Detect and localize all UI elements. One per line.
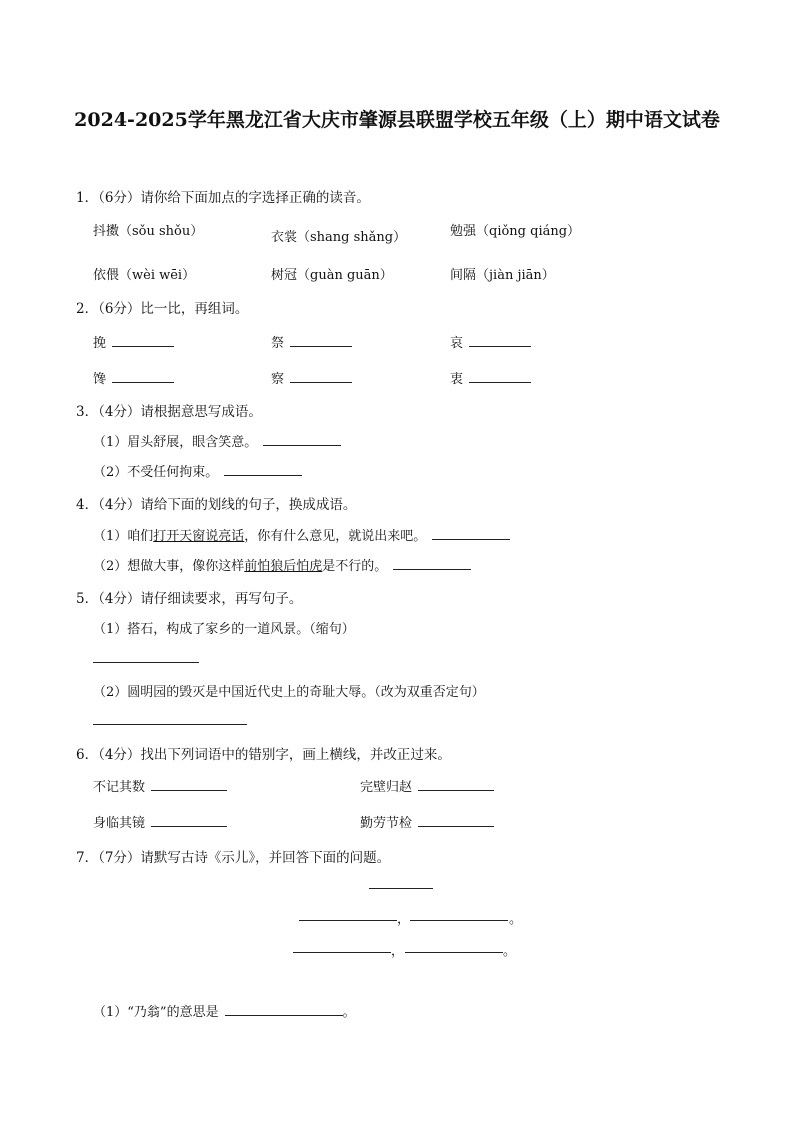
q1-item-2: 衣裳（shang shǎng）: [271, 230, 407, 245]
answer-blank[interactable]: [290, 334, 352, 347]
q2-char: 察: [271, 372, 285, 387]
answer-blank[interactable]: [418, 778, 494, 791]
q1-item-5: 树冠（guàn guān）: [271, 268, 393, 283]
q2-item-2: [271, 332, 352, 351]
question-6: 6．（4分）找出下列词语中的错别字，画上横线，并改正过来。: [76, 747, 451, 763]
answer-blank[interactable]: [112, 370, 174, 383]
answer-blank[interactable]: [418, 814, 494, 827]
q7-sub-1: [93, 1001, 356, 1020]
q1-item-1: 抖擞（sǒu shǒu）: [93, 224, 204, 239]
q1-item-3: 勉强（qiǒng qiáng）: [450, 224, 581, 239]
q2-item-4: [93, 368, 174, 387]
q7-sub-1-post: 。: [342, 1005, 356, 1020]
q3-sub-2-text: （2）不受任何拘束。: [93, 465, 219, 480]
q6-item-4: [360, 812, 494, 831]
q2-char: 祭: [271, 336, 285, 351]
question-5: 5．（4分）请仔细读要求，再写句子。: [76, 591, 303, 607]
q4-sub-2-post: 是不行的。: [322, 559, 388, 574]
answer-blank[interactable]: [151, 778, 227, 791]
underlined-phrase: 打开天窗说亮话: [153, 529, 245, 544]
answer-blank[interactable]: [432, 527, 510, 540]
q6-word: 不记其数: [93, 780, 146, 795]
answer-blank[interactable]: [225, 1003, 343, 1016]
poem-title-blank[interactable]: [369, 888, 433, 889]
question-4: 4．（4分）请给下面的划线的句子，换成成语。: [76, 497, 357, 513]
question-2: 2．（6分）比一比，再组词。: [76, 301, 249, 317]
q6-item-3: [93, 812, 227, 831]
q2-item-6: [450, 368, 531, 387]
q6-word: 完壁归赵: [360, 780, 413, 795]
q2-char: 馋: [93, 372, 107, 387]
q2-item-3: [450, 332, 531, 351]
q2-char: 挽: [93, 336, 107, 351]
q4-sub-1-pre: （1）咱们: [93, 529, 154, 544]
question-3: 3．（4分）请根据意思写成语。: [76, 404, 262, 420]
question-1: 1．（6分）请你给下面加点的字选择正确的读音。: [76, 190, 370, 206]
q3-sub-2: [93, 461, 302, 480]
answer-blank[interactable]: [224, 463, 302, 476]
q2-item-5: [271, 368, 352, 387]
poem-line-1a-blank[interactable]: [299, 920, 397, 921]
answer-blank[interactable]: [151, 814, 227, 827]
answer-blank[interactable]: [469, 334, 531, 347]
q4-sub-1-post: ，你有什么意见，就说出来吧。: [244, 529, 427, 544]
poem-comma: ，: [397, 912, 411, 927]
q7-sub-1-pre: （1）“乃翁”的意思是: [93, 1005, 219, 1020]
q4-sub-2: [93, 555, 471, 574]
q1-item-4: 依偎（wèi wēi）: [93, 268, 196, 283]
answer-blank[interactable]: [290, 370, 352, 383]
poem-line-1b-blank[interactable]: [410, 920, 508, 921]
q6-word: 勤劳节检: [360, 816, 413, 831]
q6-item-1: [93, 776, 227, 795]
q3-sub-1: [93, 431, 341, 450]
answer-line[interactable]: [93, 662, 199, 663]
answer-blank[interactable]: [393, 557, 471, 570]
underlined-phrase: 前怕狼后怕虎: [244, 559, 323, 574]
answer-line[interactable]: [93, 724, 247, 725]
q2-char: 哀: [450, 336, 464, 351]
q2-item-1: [93, 332, 174, 351]
poem-line-2a-blank[interactable]: [293, 952, 391, 953]
q1-item-6: 间隔（jiàn jiān）: [450, 268, 555, 283]
q3-sub-1-text: （1）眉头舒展，眼含笑意。: [93, 435, 258, 450]
answer-blank[interactable]: [263, 433, 341, 446]
q4-sub-2-pre: （2）想做大事，像你这样: [93, 559, 245, 574]
q5-sub-2: （2）圆明园的毁灭是中国近代史上的奇耻大辱。（改为双重否定句）: [93, 685, 485, 700]
q6-word: 身临其镜: [93, 816, 146, 831]
poem-period: 。: [509, 912, 523, 927]
poem-period: 。: [503, 944, 517, 959]
document-title: 2024-2025学年黑龙江省大庆市肇源县联盟学校五年级（上）期中语文试卷: [74, 109, 720, 131]
poem-comma: ，: [391, 944, 405, 959]
q5-sub-1: （1）搭石，构成了家乡的一道风景。（缩句）: [93, 622, 355, 637]
question-7: 7．（7分）请默写古诗《示儿》，并回答下面的问题。: [76, 850, 391, 866]
answer-blank[interactable]: [112, 334, 174, 347]
q4-sub-1: [93, 525, 510, 544]
q6-item-2: [360, 776, 494, 795]
poem-line-2b-blank[interactable]: [405, 952, 503, 953]
answer-blank[interactable]: [469, 370, 531, 383]
q2-char: 衷: [450, 372, 464, 387]
